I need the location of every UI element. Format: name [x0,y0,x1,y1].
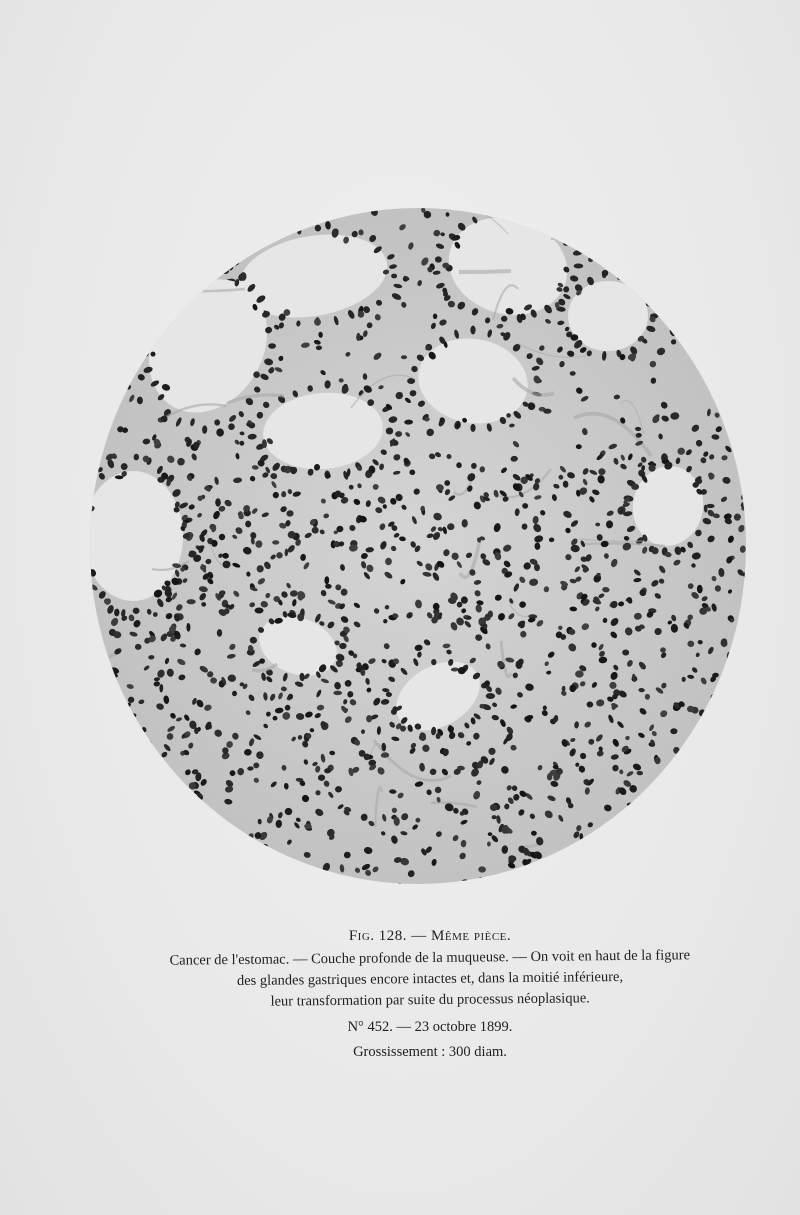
title-dash: — [411,928,427,944]
description-line-1: Cancer de l'estomac. — Couche profonde de la muqueuse. — On voit en haut de la figure [169,947,691,969]
figure-description [110,945,751,1015]
micrograph-plate [88,206,748,886]
micrograph-icon [88,206,748,886]
figure-number-label: Fig. 128. [348,928,408,944]
specimen-number-date: N° 452. — 23 octobre 1899. [347,1019,513,1035]
magnification: Grossissement : 300 diam. [353,1044,507,1060]
description-line-2: des glandes gastriques encore intactes et, dans la moitié inférieure, [236,968,624,990]
description-line-3: leur transformation par suite du processus néoplasique. [270,990,590,1010]
figure-name: Même pièce. [431,928,512,944]
figure-title [100,928,760,945]
